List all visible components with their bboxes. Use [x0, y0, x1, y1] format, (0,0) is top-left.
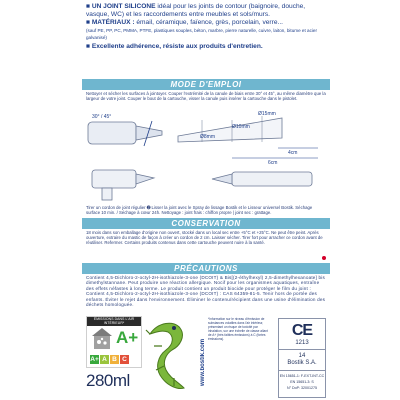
brand-url: www.bostik.com [200, 338, 206, 386]
ce-dop: N° DoP: 32001275 [286, 386, 317, 391]
ce-number: 1213 [295, 340, 309, 346]
ce-standard-1: EN 15651-1: F-EXT-INT-CC [279, 374, 325, 378]
conservation-text: 18 mois dans son emballage d'origine non ouvert, stocké dans un local sec entre +5°C et +25°C. Ne peut être peint. Après ouverture, extraire du mastic de façon à créer un cordon de 2 cm. Laisser sécher. Tirer fort pour arracher ce cordon avant de réutiliser. Refermer. Certains produits contenus dans cette cartouche peuvent nuire à la santé. [86, 230, 323, 245]
emission-info-text: *Information sur le niveau d'émission de substances volatiles dans l'air intérieur, présentant un risque de toxicité par inhalation, sur une échelle de classe allant de A+ (très faibles émissions) à C (fortes émissions). [208, 317, 268, 341]
scale-a-plus: A+ [90, 356, 99, 363]
emission-grade: A+ [116, 328, 139, 347]
emission-title: ÉMISSIONS DANS L'AIR INTÉRIEUR* [87, 317, 141, 326]
cartridge-diagram [82, 106, 330, 202]
bullet-adhesion: ■ Excellente adhérence, résiste aux produits d'entretien. [86, 42, 263, 50]
diam-10-label: Ø10mm [232, 124, 250, 130]
cm6-label: 6cm [268, 160, 278, 166]
ce-mark: CE [291, 322, 313, 339]
lizard-logo-icon [144, 316, 198, 396]
scale-b: B [110, 355, 119, 364]
diam-8-label: Ø8mm [200, 134, 215, 140]
ce-standard-2: EN 15651-3: S [290, 380, 314, 385]
emission-scale [90, 355, 129, 364]
ce-year: 14 [298, 353, 306, 359]
nozzle-cut-illustration [88, 114, 162, 146]
cm4-label: 4cm [288, 150, 298, 156]
bullet-joint: ■ UN JOINT SILICONE idéal pour les joints de contour (baignoire, douche, vasque, WC) et les raccordements entre meubles et sols/murs. [86, 3, 306, 18]
ce-company: Bostik S.A. [287, 360, 317, 366]
ce-box [278, 318, 326, 398]
banner-precautions: PRÉCAUTIONS [82, 263, 330, 274]
scale-c: C [120, 355, 129, 364]
emission-badge [86, 316, 142, 368]
scale-a: A [100, 355, 109, 364]
banner-mode-emploi: MODE D'EMPLOI [82, 79, 330, 90]
angle-label: 30° / 45° [92, 114, 112, 120]
banner-conservation: CONSERVATION [82, 218, 330, 229]
product-label [82, 0, 330, 400]
house-icon [90, 325, 114, 351]
precautions-text: Contient 4,5-Dichloro-2-octyl-2H-isothiazole-3-one (DCOIT) & Bis[(2-éthylhexyl) 2,5-dimethylhexanoate] bis dimethylstannane. Peut produire une réaction allergique. Nocif pour les organismes aquatiques, entraîne des effets néfastes à long terme. Le produit contient un produit biocide pour protéger le film du joint : Contient 4,5-Dichloro-2-octyl-2H-isothiazole-3-one (DCOIT) : CAS 64359-81-5. Tenir hors de portée des enfants. Éviter le rejet dans l'environnement. Éliminer le contenu/récipient dans une usine d'élimination des déchets homologuée. [86, 275, 326, 308]
volume: 280ml [86, 371, 130, 390]
feature-bullets [86, 3, 326, 52]
mode-emploi-steps: Tirer un cordon de joint régulier ➋ Lisser la joint avec le Spray de lissage Bostik et le Lisseur universel Bostik. Séchage surface 10 min. / Séchage à cœur 24h. Nettoyage : joint frais : chiffon propre | joint sec : grattage. [86, 205, 313, 215]
bullet-materials: ■ MATÉRIAUX : émail, céramique, faïence, grès, porcelain, verre... (sauf PE, PP, PC, PMMA, PTFE, plastiques souples, béton, marbre, pierre naturelle, cuivre, laiton, bitume et acier galvanisé) [86, 19, 317, 41]
nozzle-sizes-illustration [178, 111, 318, 166]
diam-15-label: Ø15mm [258, 111, 276, 117]
gun-application-illustration [92, 170, 312, 200]
mode-emploi-text: Nettoyer et sécher les surfaces à jointoyer. Couper l'extrémité de la canule de biais entre 30° et 45°, au même diamètre que la largeur de votre joint. Couper le bout de la cartouche, visser la canule puis insérer la cartouche dans le pistolet. [86, 91, 326, 101]
red-dot-marker [322, 256, 326, 260]
